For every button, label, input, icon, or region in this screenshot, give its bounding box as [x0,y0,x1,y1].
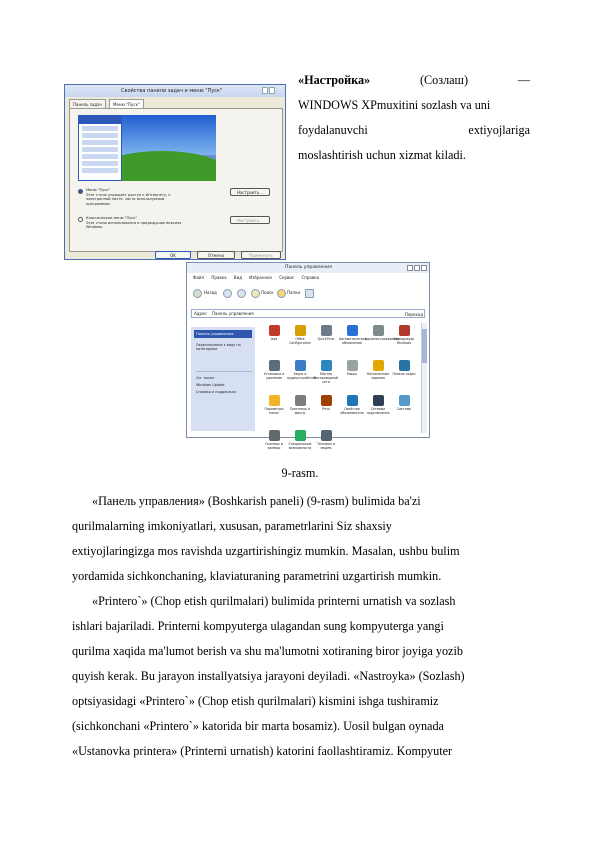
cp-icon-label: Свойства обозревателя [340,407,364,415]
body-line-1: «Панель управления» (Boshkarish paneli) (9-rasm) bulimida ba'zi [92,494,421,508]
control-panel-applet-icon [269,325,280,336]
body-line-4: yordamida sichkonchaning, klaviaturaning parametrini uzgartirish mumkin. [72,569,442,583]
folders-label[interactable]: Папки [287,290,301,295]
cp-icon-label: Телефон и модем [317,442,335,450]
control-panel-applet-icon [399,325,410,336]
intro-term: «Настройка» [298,73,371,87]
body-line-9: optsiyasidagi «Printero`» (Chop etish qurilmalari) kismini ishga tushiramiz [72,694,439,708]
cp-icon-item[interactable] [365,393,391,427]
control-panel-applet-icon [347,395,358,406]
customize-button[interactable]: Настроить... [230,188,270,196]
cp-icon-label: Мышь [346,372,358,376]
cp-icon-item[interactable] [261,428,287,462]
intro-line-2: WINDOWS XPmuxitini sozlash va uni [298,98,491,112]
cp-icon-label: Office Configuration [289,337,311,345]
body-line-6: ishlari bajariladi. Printerni kompyuterga ulagandan sung kompyuterga yangi [72,619,444,633]
start-menu-option-label: Меню "Пуск" [86,188,111,192]
control-panel-applet-icon [295,430,306,441]
address-value: Панель управления [211,311,254,316]
cp-icon-label: QuickTime [317,337,335,341]
control-panel-applet-icon [269,395,280,406]
cp-icon-item[interactable] [339,393,365,427]
body-line-10: (sichkonchani «Printero`» katorida bir marta bosamiz). Uosil bulgan oynada [72,719,444,733]
minimize-icon[interactable] [407,265,413,271]
cp-icon-label: Речь [322,407,330,411]
cp-icon-item[interactable] [261,323,287,357]
apply-button[interactable]: Применить [241,251,281,259]
control-panel-applet-icon [399,360,410,371]
cp-icon-item[interactable] [365,358,391,392]
start-menu-preview [78,115,122,181]
classic-menu-option-desc: Этот стиль использовался в предыдущих версиях Windows. [86,220,182,230]
see-also-heading: См. также [196,371,252,380]
cp-title: Панель управления [285,265,332,270]
menu-favorites[interactable]: Избранное [249,275,272,280]
control-panel-applet-icon [269,360,280,371]
up-folder-icon[interactable] [237,289,246,298]
switch-category-view-link[interactable]: Переключение к виду по категориям [196,343,241,352]
start-menu-option-desc: Этот стиль упрощает доступ к Интернету, к электронной почте, часто используемым программам. [86,192,171,206]
cp-icon-item[interactable] [287,358,317,392]
close-icon[interactable] [421,265,427,271]
classic-menu-option [86,216,182,230]
cp-toolbar [191,287,421,301]
menu-edit[interactable]: Правка [211,275,227,280]
cp-scrollbar[interactable] [421,323,427,433]
body-line-7: qurilma xaqida ma'lumot berish va shu ma'lumotni xotiraning biror joyiga yozib [72,644,463,658]
cp-icon-item[interactable] [313,428,339,462]
control-panel-applet-icon [347,360,358,371]
dialog-titlebar [65,85,285,97]
cp-sidebar [191,327,255,431]
control-panel-applet-icon [321,395,332,406]
cp-icon-item[interactable] [261,358,287,392]
start-menu-radio[interactable] [78,189,83,194]
cp-icon-item[interactable] [287,393,313,427]
control-panel-applet-icon [373,325,384,336]
dialog-tab-panel [69,108,283,252]
back-label: Назад [204,290,217,295]
address-bar[interactable] [191,309,425,318]
tab-taskbar[interactable]: Панель задач [69,99,106,110]
cp-icon-item[interactable] [313,393,339,427]
cp-icon-label: Автоматическое обновление [339,337,367,345]
control-panel-applet-icon [269,430,280,441]
classic-menu-option-label: Классическое меню "Пуск" [86,216,138,220]
cp-icon-item[interactable] [287,428,313,462]
cp-icon-grid [261,323,423,450]
cp-menubar [193,275,325,280]
cp-icon-label: Сканеры и камеры [265,442,283,450]
cp-icon-label: Назначенные задания [366,372,390,380]
body-line-8: quyish kerak. Bu jarayon installyatsiya jarayoni deyiladi. «Nastroyka» (Sozlash) [72,669,465,683]
cp-icon-label: Панель задач [392,372,416,376]
address-label: Адрес [194,311,207,316]
intro-dash: — [517,73,531,87]
intro-term-translation: (Созлаш) [419,73,468,87]
search-label[interactable]: Поиск [261,290,274,295]
cp-icon-label: Брандмауэр Windows [393,337,415,345]
control-panel-applet-icon [321,360,332,371]
menu-tools[interactable]: Сервис [279,275,295,280]
cp-titlebar [187,263,429,273]
classic-menu-radio[interactable] [78,217,83,222]
control-panel-applet-icon [295,325,306,336]
cp-icon-item[interactable] [313,358,339,392]
intro-word-1: foydalanuvchi [298,123,368,137]
go-button[interactable]: Переход [404,312,423,317]
cp-icon-item[interactable] [261,393,287,427]
control-panel-applet-icon [321,430,332,441]
intro-word-2: extiyojlariga [468,123,530,137]
close-icon[interactable] [269,87,275,94]
control-panel-applet-icon [295,360,306,371]
body-line-11: «Ustanovka printera» (Printerni urnatish) katorini faollashtiramiz. Kompyuter [72,744,453,758]
cp-icon-item[interactable] [287,323,313,357]
body-line-2: qurilmalarning imkoniyatlari, xususan, parametrlarini Siz shaxsiy [72,519,392,533]
cp-icon-item[interactable] [391,393,417,427]
help-icon[interactable] [262,87,268,94]
control-panel-applet-icon [321,325,332,336]
scrollbar-thumb[interactable] [422,329,427,363]
cp-icon-label: Звуки и аудиоустройства [287,372,317,380]
cp-icon-item[interactable] [313,323,339,357]
taskbar-properties-dialog [64,84,286,260]
back-icon[interactable] [193,289,202,298]
body-line-5: «Printero`» (Chop etish qurilmalari) bulimida printerni urnatish va sozlash [92,594,456,608]
control-panel-applet-icon [347,325,358,336]
forward-icon[interactable] [223,289,232,298]
sidebar-header: Панель управления [194,330,252,338]
windows-update-link[interactable]: Windows Update [196,383,225,387]
folders-icon[interactable] [277,289,286,298]
cp-icon-item[interactable] [365,323,400,357]
search-icon[interactable] [251,289,260,298]
help-support-link[interactable]: Справка и поддержка [196,390,236,394]
dialog-title: Свойства панели задач и меню "Пуск" [121,88,223,94]
start-menu-preview-image [78,115,216,181]
cp-icon-label: Принтеры и факсы [289,407,311,415]
tab-start-menu[interactable]: Меню "Пуск" [109,99,144,110]
cp-icon-label: Параметры папок [264,407,284,415]
intro-line-4: moslashtirish uchun xizmat kiladi. [298,148,466,162]
cp-icon-item[interactable] [391,358,417,392]
ok-button[interactable]: OK [155,251,191,259]
start-menu-option [86,188,182,206]
views-icon[interactable] [305,289,314,298]
cp-icon-label: Java [270,337,278,341]
cp-icon-item[interactable] [391,323,417,357]
maximize-icon[interactable] [414,265,420,271]
figure-caption: 9-rasm. [281,466,319,480]
cp-icon-label: Администрирование [365,337,400,341]
menu-help[interactable]: Справка [301,275,320,280]
dialog-window-controls [261,87,283,95]
control-panel-window [186,262,430,450]
cancel-button[interactable]: Отмена [197,251,235,259]
body-line-3: extiyojlaringizga mos ravishda uzgartirishingiz mumkin. Masalan, ushbu bulim [72,544,460,558]
cp-icon-label: Специальные возможности [288,442,312,450]
intro-line-1 [298,74,530,86]
control-panel-applet-icon [295,395,306,406]
customize-classic-button[interactable]: Настроить... [230,216,270,224]
control-panel-applet-icon [373,360,384,371]
control-panel-applet-icon [399,395,410,406]
menu-view[interactable]: Вид [233,275,242,280]
cp-icon-item[interactable] [339,323,365,357]
menu-file[interactable]: Файл [193,275,205,280]
cp-icon-label: Установка и удаление [263,372,285,380]
cp-icon-label: Мастер беспроводной сети [314,372,338,384]
control-panel-applet-icon [373,395,384,406]
cp-window-controls [406,265,427,276]
cp-icon-label: Система [396,407,412,411]
intro-line-3 [298,124,530,136]
cp-icon-label: Сетевые подключения [366,407,390,415]
cp-icon-item[interactable] [339,358,365,392]
